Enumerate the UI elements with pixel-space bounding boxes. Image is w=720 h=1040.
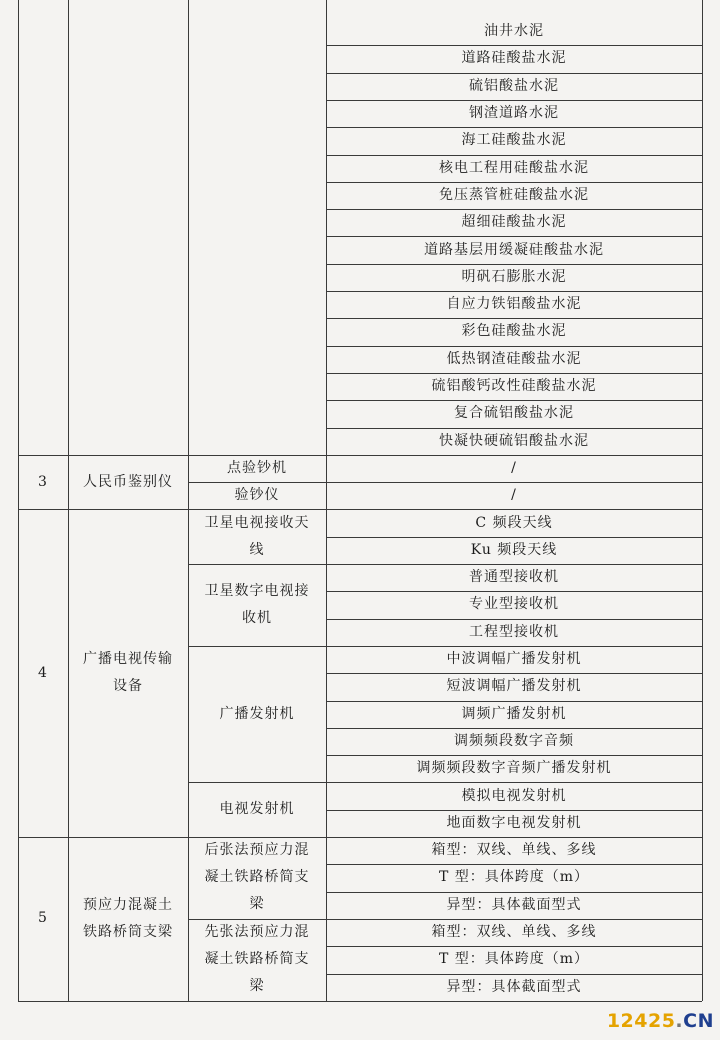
spec-cell-text: /	[511, 459, 517, 476]
item-name-cell-text: 广播发射机	[219, 705, 295, 722]
spec-cell	[326, 837, 702, 864]
spec-cell-text: 低热钢渣硅酸盐水泥	[446, 350, 582, 367]
row-divider	[326, 892, 702, 893]
spec-cell-text: 道路硅酸盐水泥	[461, 50, 567, 67]
spec-cell	[326, 155, 702, 182]
row-divider	[326, 537, 702, 538]
spec-cell-text: 明矾石膨胀水泥	[461, 268, 567, 285]
spec-cell-text: 超细硅酸盐水泥	[461, 214, 567, 231]
spec-cell	[326, 782, 702, 809]
spec-cell	[326, 974, 702, 1001]
spec-cell	[326, 291, 702, 318]
spec-cell-text: 硫铝酸盐水泥	[469, 77, 559, 94]
row-divider	[326, 701, 702, 702]
spec-cell-text: 普通型接收机	[469, 569, 559, 586]
section-number-cell-text: 4	[38, 664, 48, 681]
section-divider	[18, 509, 188, 510]
row-divider	[326, 182, 702, 183]
item-name-cell	[188, 837, 326, 919]
row-divider	[326, 73, 702, 74]
spec-cell	[326, 127, 702, 154]
row-divider	[326, 482, 702, 483]
spec-cell	[326, 892, 702, 919]
group-divider	[188, 837, 326, 838]
group-divider	[188, 782, 326, 783]
item-name-cell	[188, 564, 326, 646]
item-name-cell-text: 卫星电视接收天线	[204, 514, 310, 558]
spec-cell-text: 中波调幅广播发射机	[446, 651, 582, 668]
spec-cell-text: 箱型：双线、单线、多线	[431, 842, 597, 859]
row-divider	[326, 864, 702, 865]
category-cell	[68, 837, 188, 1001]
column-border-3	[326, 0, 327, 1001]
group-divider	[188, 455, 326, 456]
section-number-cell	[18, 509, 68, 837]
spec-cell-text: 箱型：双线、单线、多线	[431, 924, 597, 941]
spec-cell	[326, 701, 702, 728]
spec-cell	[326, 509, 702, 536]
row-divider	[326, 264, 702, 265]
spec-cell-text: 模拟电视发射机	[461, 787, 567, 804]
spec-cell-text: 道路基层用缓凝硅酸盐水泥	[424, 241, 604, 258]
row-divider	[326, 455, 702, 456]
spec-cell	[326, 755, 702, 782]
item-name-cell-text: 验钞仪	[234, 487, 280, 504]
item-name-cell	[188, 782, 326, 837]
spec-cell-text: 快凝快硬硫铝酸盐水泥	[439, 432, 589, 449]
spec-cell	[326, 864, 702, 891]
group-divider	[188, 564, 326, 565]
item-name-cell	[188, 646, 326, 783]
item-name-cell	[188, 509, 326, 564]
row-divider	[326, 236, 702, 237]
spec-cell-text: 复合硫铝酸盐水泥	[454, 405, 574, 422]
row-divider	[326, 346, 702, 347]
row-divider	[326, 591, 702, 592]
row-divider	[326, 646, 702, 647]
spec-cell-text: 自应力铁铝酸盐水泥	[446, 296, 582, 313]
spec-cell-text: 异型：具体截面型式	[446, 896, 582, 913]
spec-cell	[326, 428, 702, 455]
row-divider	[326, 810, 702, 811]
spec-cell	[326, 100, 702, 127]
watermark-digits: 12425	[606, 1010, 676, 1032]
row-divider	[326, 318, 702, 319]
table-bottom-border	[18, 1001, 702, 1002]
spec-cell-text: 调频频段数字音频广播发射机	[416, 760, 612, 777]
spec-cell	[326, 673, 702, 700]
watermark-dot: .	[675, 1010, 684, 1032]
spec-cell	[326, 564, 702, 591]
row-divider	[326, 428, 702, 429]
spec-cell	[326, 318, 702, 345]
item-name-cell	[188, 919, 326, 1001]
spec-cell	[326, 455, 702, 482]
item-name-cell-text: 点验钞机	[227, 459, 287, 476]
spec-cell-text: 短波调幅广播发射机	[446, 678, 582, 695]
row-divider	[326, 45, 702, 46]
spec-cell	[326, 591, 702, 618]
spec-cell-text: C 频段天线	[475, 514, 553, 531]
category-cell-text: 预应力混凝土铁路桥筒支梁	[83, 896, 173, 940]
row-divider	[326, 209, 702, 210]
section-divider	[18, 837, 188, 838]
row-divider	[326, 155, 702, 156]
spec-cell	[326, 209, 702, 236]
spec-cell-text: 专业型接收机	[469, 596, 559, 613]
spec-cell-text: T 型：具体跨度（m）	[438, 869, 590, 886]
spec-cell-text: 油井水泥	[484, 23, 544, 40]
row-divider	[326, 100, 702, 101]
spec-cell-text: 彩色硅酸盐水泥	[461, 323, 567, 340]
spec-cell-text: 核电工程用硅酸盐水泥	[439, 159, 589, 176]
column-border-2	[188, 0, 189, 1001]
category-cell-text: 广播电视传输设备	[83, 651, 173, 695]
spec-cell-text: 硫铝酸钙改性硅酸盐水泥	[431, 378, 597, 395]
row-divider	[326, 373, 702, 374]
row-divider	[326, 782, 702, 783]
category-cell	[68, 509, 188, 837]
item-name-cell	[188, 455, 326, 482]
category-cell	[68, 455, 188, 510]
spec-cell-text: 异型：具体截面型式	[446, 978, 582, 995]
spec-cell	[326, 400, 702, 427]
spec-cell	[326, 346, 702, 373]
spec-cell	[326, 182, 702, 209]
spec-cell	[326, 619, 702, 646]
column-border-1	[68, 0, 69, 1001]
spec-cell	[326, 18, 702, 45]
row-divider	[326, 291, 702, 292]
item-name-cell	[188, 482, 326, 509]
spec-cell	[326, 373, 702, 400]
item-name-cell-text: 电视发射机	[219, 801, 295, 818]
spec-cell	[326, 728, 702, 755]
section-number-cell-text: 5	[38, 910, 48, 927]
spec-cell	[326, 482, 702, 509]
row-divider	[326, 564, 702, 565]
spec-cell-text: Ku 频段天线	[470, 541, 558, 558]
category-cell-text: 人民币鉴别仪	[83, 473, 173, 490]
spec-cell-text: 调频广播发射机	[461, 705, 567, 722]
section-number-cell	[18, 455, 68, 510]
group-divider	[188, 509, 326, 510]
column-border-0	[18, 0, 19, 1001]
item-name-cell-text: 先张法预应力混凝土铁路桥简支梁	[204, 924, 310, 995]
spec-cell-text: T 型：具体跨度（m）	[438, 951, 590, 968]
watermark-suffix: CN	[683, 1010, 714, 1032]
row-divider	[326, 619, 702, 620]
spec-cell-text: 调频频段数字音频	[454, 732, 574, 749]
spec-cell-text: 海工硅酸盐水泥	[461, 132, 567, 149]
row-divider	[326, 919, 702, 920]
spec-cell	[326, 646, 702, 673]
spec-cell	[326, 919, 702, 946]
section-number-cell-text: 3	[38, 473, 48, 490]
row-divider	[326, 974, 702, 975]
group-divider	[188, 482, 326, 483]
section-divider	[18, 455, 188, 456]
spec-cell	[326, 264, 702, 291]
row-divider	[326, 673, 702, 674]
section-number-cell	[18, 837, 68, 1001]
group-divider	[188, 919, 326, 920]
spec-cell	[326, 537, 702, 564]
spec-cell-text: /	[511, 487, 517, 504]
row-divider	[326, 728, 702, 729]
group-divider	[188, 646, 326, 647]
row-divider	[326, 509, 702, 510]
row-divider	[326, 755, 702, 756]
item-name-cell-text: 卫星数字电视接收机	[204, 582, 310, 626]
item-name-cell-text: 后张法预应力混凝土铁路桥简支梁	[204, 842, 310, 913]
spec-cell	[326, 45, 702, 72]
row-divider	[326, 127, 702, 128]
spec-cell-text: 工程型接收机	[469, 623, 559, 640]
row-divider	[326, 837, 702, 838]
spec-cell-text: 地面数字电视发射机	[446, 814, 582, 831]
row-divider	[326, 946, 702, 947]
row-divider	[326, 400, 702, 401]
site-watermark	[607, 1010, 714, 1032]
spec-cell-text: 钢渣道路水泥	[469, 105, 559, 122]
column-border-4	[702, 0, 703, 1001]
spec-cell	[326, 810, 702, 837]
spec-cell-text: 免压蒸管桩硅酸盐水泥	[439, 186, 589, 203]
spec-cell	[326, 236, 702, 263]
spec-cell	[326, 946, 702, 973]
spec-cell	[326, 73, 702, 100]
